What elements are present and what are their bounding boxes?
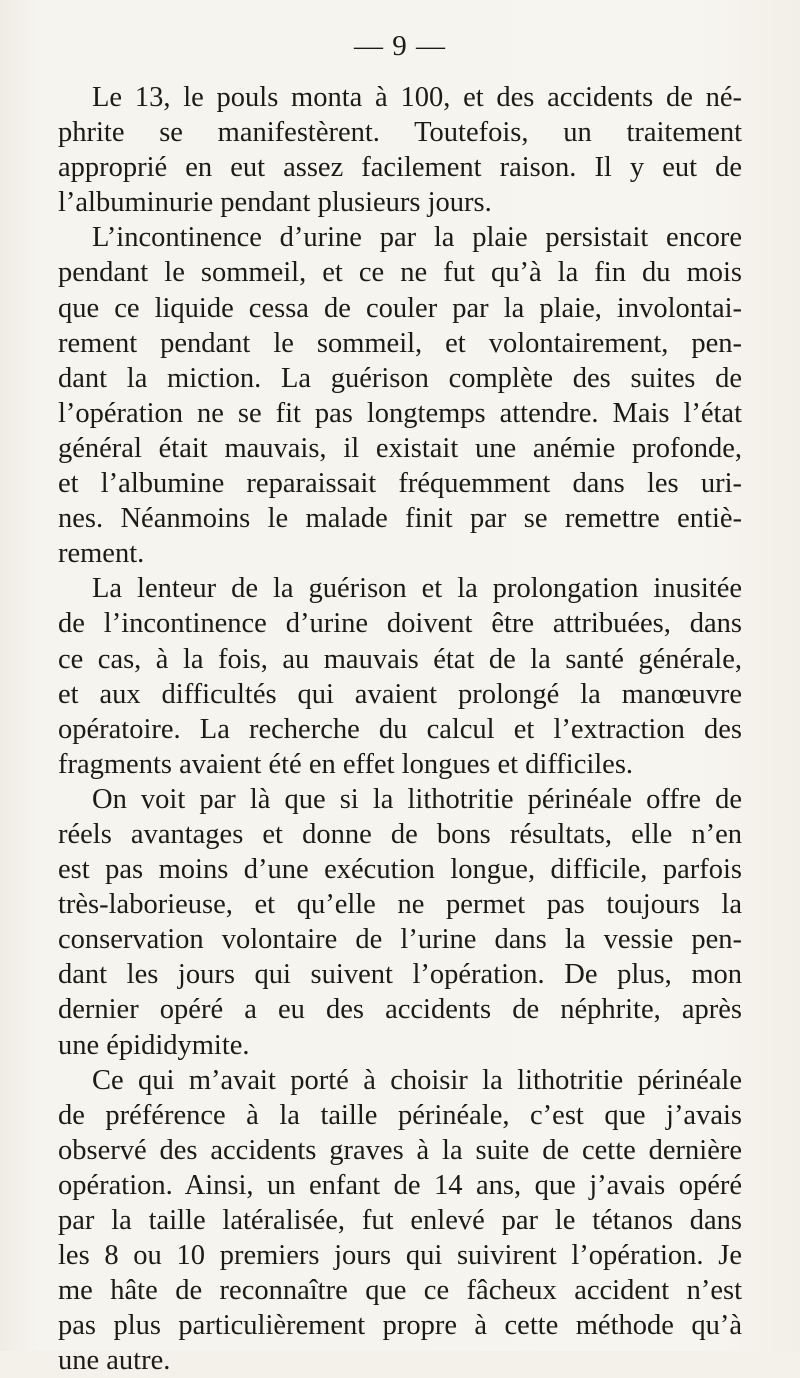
body-text xyxy=(58,80,742,1378)
text-line: et aux difficultés qui avaient prolongé la manœuvre xyxy=(58,678,742,710)
text-line: pendant le sommeil, et ce ne fut qu’à la fin du mois xyxy=(58,257,742,289)
text-line: très-laborieuse, et qu’elle ne permet pas toujours la xyxy=(58,889,742,921)
paragraph xyxy=(58,1063,742,1378)
text-line: les 8 ou 10 premiers jours qui suivirent l’opération. Je xyxy=(58,1240,742,1272)
text-line: l’albuminurie pendant plusieurs jours. xyxy=(58,187,492,219)
paragraph xyxy=(58,220,742,571)
text-line: est pas moins d’une exécution longue, difficile, parfois xyxy=(58,854,742,886)
text-line: pas plus particulièrement propre à cette méthode qu’à xyxy=(58,1310,742,1342)
text-line: dant la miction. La guérison complète des suites de xyxy=(58,362,742,394)
text-line: conservation volontaire de l’urine dans la vessie pen- xyxy=(58,924,742,956)
text-line: On voit par là que si la lithotritie périnéale offre de xyxy=(92,783,742,815)
text-line: opération. Ainsi, un enfant de 14 ans, que j’avais opéré xyxy=(58,1169,742,1201)
text-line: La lenteur de la guérison et la prolongation inusitée xyxy=(92,573,742,605)
text-line: Ce qui m’avait porté à choisir la lithotritie périnéale xyxy=(92,1064,742,1096)
text-line: Le 13, le pouls monta à 100, et des accidents de né- xyxy=(92,82,742,113)
text-line: fragments avaient été en effet longues et difficiles. xyxy=(58,748,634,780)
text-line: L’incontinence d’urine par la plaie persistait encore xyxy=(92,222,742,254)
text-line: réels avantages et donne de bons résultats, elle n’en xyxy=(58,818,742,850)
text-line: que ce liquide cessa de couler par la plaie, involontai- xyxy=(58,292,742,324)
text-line: rement pendant le sommeil, et volontairement, pen- xyxy=(58,327,742,359)
text-line: l’opération ne se fit pas longtemps attendre. Mais l’état xyxy=(58,397,742,429)
text-line: dernier opéré a eu des accidents de néphrite, après xyxy=(58,994,742,1026)
text-line: observé des accidents graves à la suite de cette dernière xyxy=(58,1134,742,1166)
text-line: me hâte de reconnaître que ce fâcheux accident n’est xyxy=(58,1275,742,1307)
text-line: une épididymite. xyxy=(58,1029,250,1061)
text-line: phrite se manifestèrent. Toutefois, un traitement xyxy=(58,117,742,149)
page-number: — 9 — xyxy=(354,30,446,62)
text-line: approprié en eut assez facilement raison. Il y eut de xyxy=(58,152,742,184)
paragraph xyxy=(58,782,742,1063)
text-line: de préférence à la taille périnéale, c’est que j’avais xyxy=(58,1099,742,1131)
text-line: général était mauvais, il existait une anémie profonde, xyxy=(58,432,742,464)
text-line: une autre. xyxy=(58,1345,171,1377)
text-line: ce cas, à la fois, au mauvais état de la santé générale, xyxy=(58,643,742,675)
text-line: et l’albumine reparaissait fréquemment dans les uri- xyxy=(58,468,742,500)
text-line: de l’incontinence d’urine doivent être attribuées, dans xyxy=(58,608,742,640)
paragraph xyxy=(58,80,742,220)
paragraph xyxy=(58,571,742,782)
text-line: dant les jours qui suivent l’opération. De plus, mon xyxy=(58,959,742,991)
text-line: opératoire. La recherche du calcul et l’extraction des xyxy=(58,713,742,745)
text-line: rement. xyxy=(58,538,145,570)
text-line: nes. Néanmoins le malade finit par se remettre entiè- xyxy=(58,503,742,535)
text-line: par la taille latéralisée, fut enlevé par le tétanos dans xyxy=(58,1205,742,1236)
